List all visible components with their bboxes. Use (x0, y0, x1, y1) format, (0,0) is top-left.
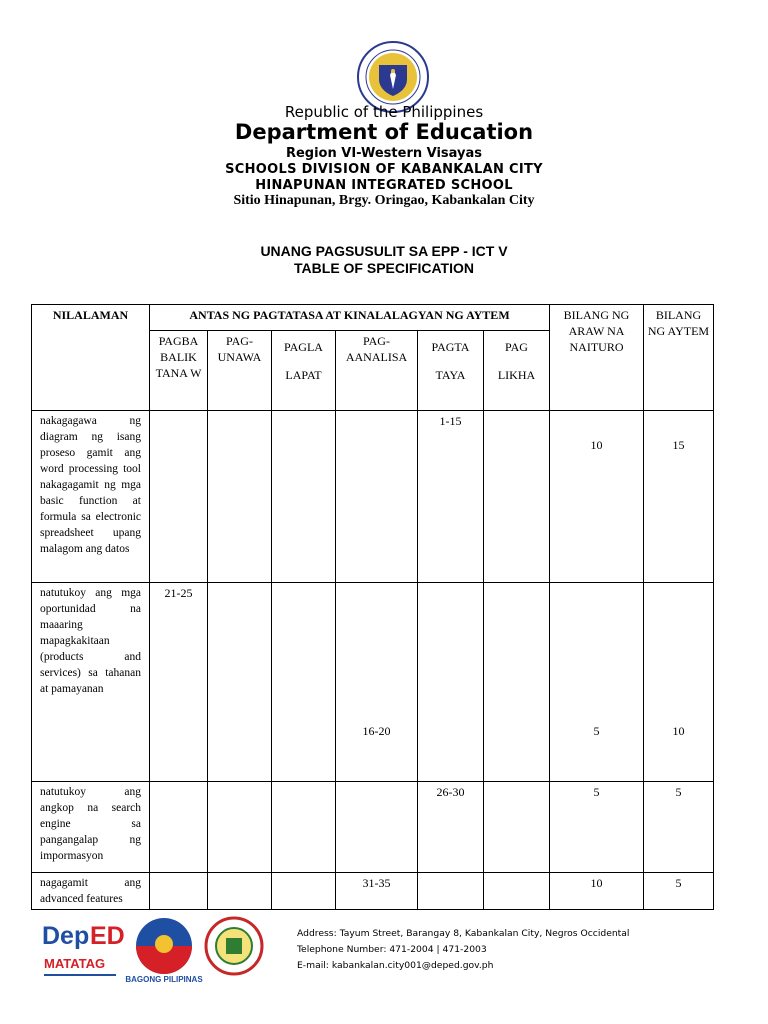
footer-logos (40, 914, 280, 984)
svg-text:MATATAG: MATATAG (44, 956, 106, 971)
row-pagtataya: 26-30 (418, 782, 484, 873)
row-content: natutukoy ang mga oportunidad na maaaring mapagkakitaan (products and services) sa tahanan at pamayanan (32, 583, 150, 782)
sub-paglalapat: PAGLA LAPAT (272, 331, 336, 411)
republic-line: Republic of the Philippines (284, 103, 484, 121)
footer-email: E-mail: kabankalan.city001@deped.gov.ph (297, 960, 494, 971)
header-antas: ANTAS NG PAGTATASA AT KINALALAGYAN NG AYTEM (150, 305, 550, 331)
svg-text:Dep: Dep (42, 922, 90, 950)
sub-pag-unawa: PAG- UNAWA (208, 331, 272, 411)
row-pagtataya: 1-15 (418, 411, 484, 583)
region-line: Region VI-Western Visayas (285, 146, 483, 161)
header-nilalaman: NILALAMAN (32, 305, 150, 411)
header-bilang-aytem: BILANG NG AYTEM (644, 305, 714, 411)
row-pagaanalisa: 31-35 (336, 873, 418, 910)
deped-logo (42, 922, 125, 976)
division-line: SCHOOLS DIVISION OF KABANKALAN CITY (225, 162, 543, 177)
table-row (32, 782, 714, 873)
row-content: nakagagawa ng diagram ng isang proseso gamit ang word processing tool nakagagamit ng mga basic function at formula sa electronic spreadsheet upang malagom ang datos (32, 411, 150, 583)
row-content: natutukoy ang angkop na search engine sa pangangalap ng impormasyon (32, 782, 150, 873)
row-pagbabalik: 21-25 (150, 583, 208, 782)
table-row (32, 873, 714, 910)
footer-contact (297, 926, 629, 974)
school-name: HINAPUNAN INTEGRATED SCHOOL (255, 178, 513, 193)
table-row (32, 583, 714, 782)
bagong-pilipinas-logo (125, 918, 203, 984)
row-aytem: 5 (644, 873, 714, 910)
department-title: Department of Education (234, 120, 534, 144)
row-aytem: 15 (644, 411, 714, 583)
row-aytem: 10 (644, 583, 714, 782)
row-araw: 10 (550, 411, 644, 583)
header-bilang-araw: BILANG NG ARAW NA NAITURO (550, 305, 644, 411)
svg-text:BAGONG PILIPINAS: BAGONG PILIPINAS (125, 975, 203, 984)
row-aytem: 5 (644, 782, 714, 873)
tos-title: TABLE OF SPECIFICATION (294, 260, 474, 276)
row-pagaanalisa: 16-20 (336, 583, 418, 782)
row-araw: 5 (550, 583, 644, 782)
sub-pag-aanalisa: PAG- AANALISA (336, 331, 418, 411)
sub-pagbabalik: PAGBA BALIK TANA W (150, 331, 208, 411)
footer-address: Address: Tayum Street, Barangay 8, Kabankalan City, Negros Occidental (297, 928, 630, 939)
table-row (32, 411, 714, 583)
svg-text:ED: ED (90, 922, 125, 950)
exam-title: UNANG PAGSUSULIT SA EPP - ICT V (260, 243, 508, 259)
school-address: Sitio Hinapunan, Brgy. Oringao, Kabankalan City (233, 193, 535, 208)
row-araw: 5 (550, 782, 644, 873)
specification-table (31, 304, 714, 910)
division-seal-logo (206, 918, 262, 974)
sub-paglikha: PAG LIKHA (484, 331, 550, 411)
footer-telephone: Telephone Number: 471-2004 | 471-2003 (297, 944, 487, 955)
row-araw: 10 (550, 873, 644, 910)
sub-pagtataya: PAGTA TAYA (418, 331, 484, 411)
row-content: nagagamit ang advanced features (32, 873, 150, 910)
